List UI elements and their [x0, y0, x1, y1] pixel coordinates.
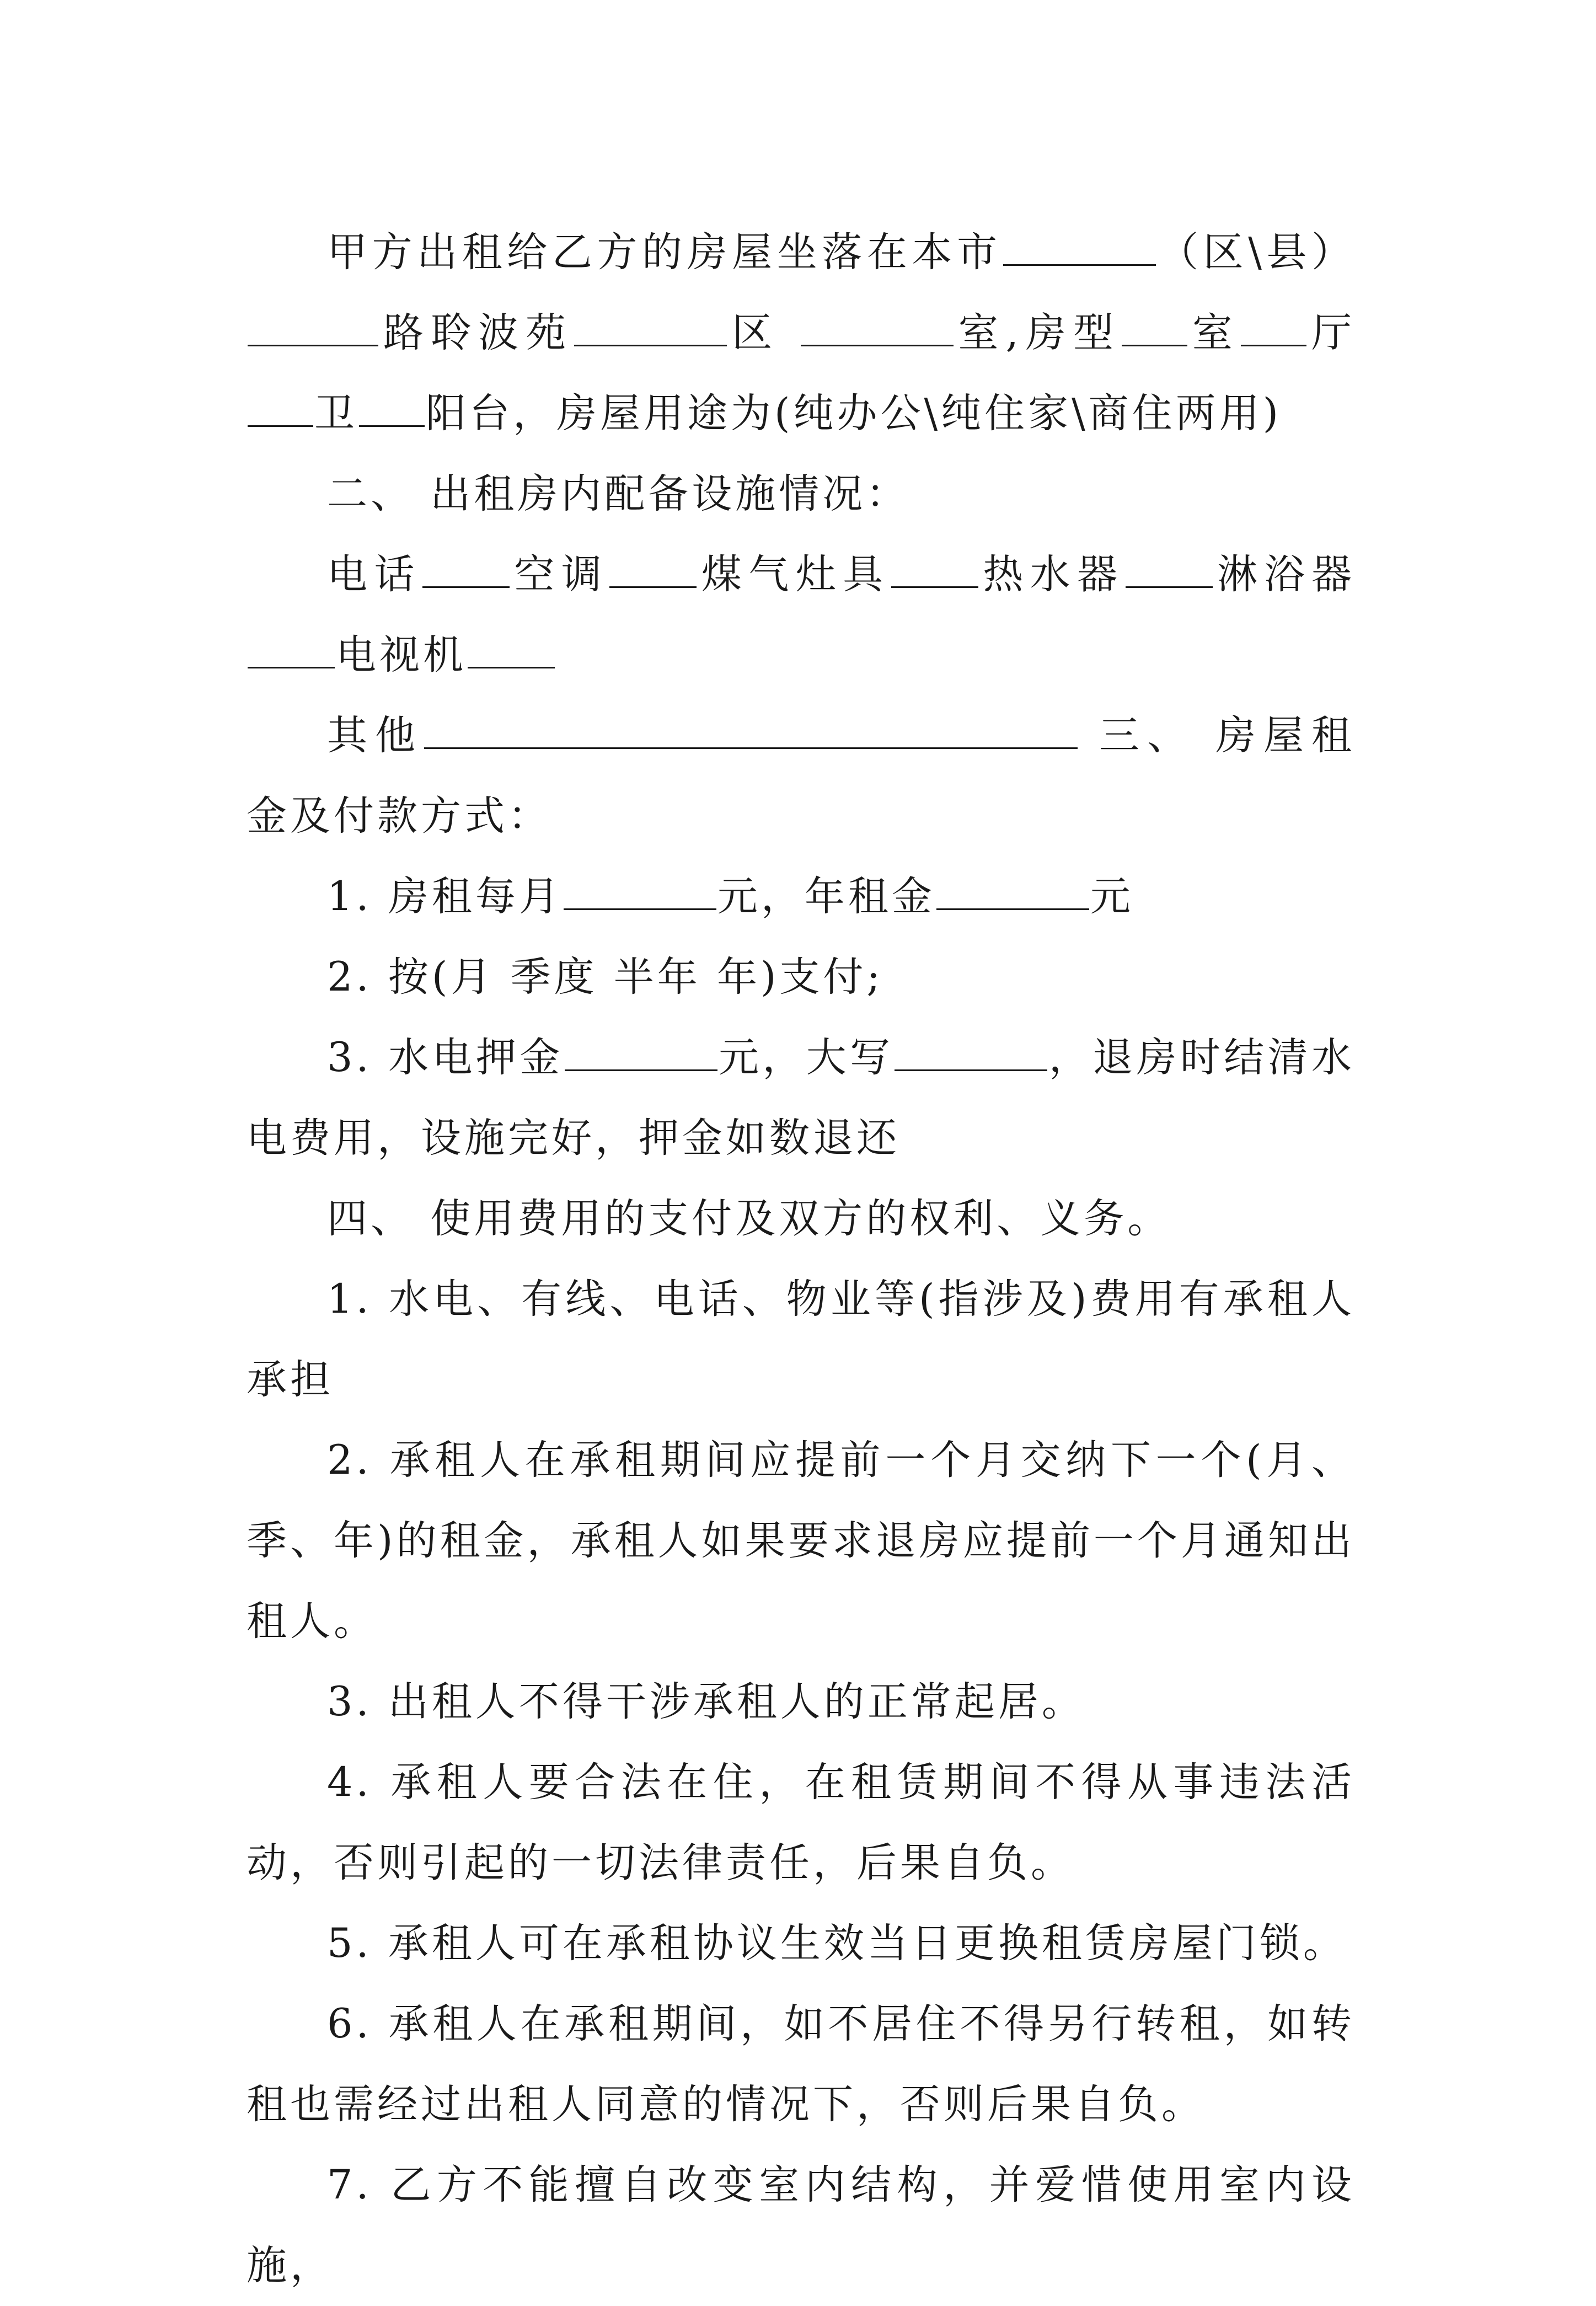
fill-in-blank[interactable] — [936, 864, 1089, 910]
paragraph-facilities — [247, 534, 1355, 695]
fill-in-blank[interactable] — [895, 1025, 1047, 1071]
text-segment: 5. 承租人可在承租协议生效当日更换租赁房屋门锁。 — [327, 1920, 1347, 1967]
fill-in-blank[interactable] — [248, 623, 335, 668]
fill-in-blank[interactable] — [1122, 301, 1187, 346]
fill-in-blank[interactable] — [424, 703, 1078, 749]
text-segment: 热水器 — [979, 551, 1124, 598]
fill-in-blank[interactable] — [248, 381, 313, 427]
paragraph-section-2 — [247, 454, 1355, 534]
text-segment: 甲方出租给乙方的房屋坐落在本市 — [327, 229, 1002, 276]
fill-in-blank[interactable] — [1126, 542, 1213, 588]
paragraph-rent-1 — [247, 857, 1355, 937]
fill-in-blank[interactable] — [1003, 220, 1156, 266]
paragraph-duty-6 — [247, 1984, 1355, 2145]
text-segment: 厅 — [1307, 309, 1356, 356]
fill-in-blank[interactable] — [468, 623, 555, 668]
paragraph-duty-5 — [247, 1903, 1355, 1984]
text-segment: 路聆波苑 — [379, 309, 574, 356]
text-segment: 7. 乙方不能擅自改变室内结构，并爱惜使用室内设施， — [247, 2161, 1355, 2289]
text-segment: 其他 — [327, 712, 423, 759]
fill-in-blank[interactable] — [801, 301, 954, 346]
text-segment: ，退房时结清水电费用，设施完好，押金如数退还 — [247, 1034, 1356, 1162]
text-segment: 2. 承租人在承租期间应提前一个月交纳下一个(月、季、年)的租金，承租人如果要求退房应提前一个月通知出租人。 — [247, 1437, 1355, 1645]
text-segment: 室,房型 — [954, 309, 1121, 356]
text-segment: 电视机 — [336, 632, 467, 678]
text-segment: 4. 承租人要合法在住，在租赁期间不得从事违法活动，否则引起的一切法律责任，后果自负。 — [247, 1759, 1355, 1886]
text-segment: 元，大写 — [718, 1034, 894, 1081]
paragraph-other — [247, 695, 1355, 857]
text-segment: 淋浴器 — [1213, 551, 1356, 598]
text-segment: 三、 房屋租金及付款方式： — [247, 712, 1355, 839]
fill-in-blank[interactable] — [564, 864, 716, 910]
paragraph-duty-2 — [247, 1420, 1355, 1662]
paragraph-duty-4 — [247, 1742, 1355, 1903]
text-segment: 3. 出租人不得干涉承租人的正常起居。 — [327, 1678, 1085, 1725]
text-segment: 3. 水电押金 — [327, 1034, 564, 1081]
fill-in-blank[interactable] — [1241, 301, 1306, 346]
text-segment: 四、 使用费用的支付及双方的权利、义务。 — [327, 1195, 1171, 1242]
paragraph-duty-1 — [247, 1259, 1355, 1420]
paragraph-rent-3 — [247, 1018, 1355, 1179]
text-segment: 区 — [728, 309, 800, 356]
paragraph-section-4 — [247, 1179, 1355, 1259]
text-segment: 1. 水电、有线、电话、物业等(指涉及)费用有承租人承担 — [247, 1276, 1355, 1403]
fill-in-blank[interactable] — [609, 542, 697, 588]
text-segment: 2. 按(月 季度 半年 年)支付; — [327, 954, 884, 1000]
text-segment: 空调 — [510, 551, 609, 598]
text-segment: 卫 — [314, 390, 358, 437]
fill-in-blank[interactable] — [422, 542, 510, 588]
paragraph-location — [247, 212, 1355, 454]
fill-in-blank[interactable] — [565, 1025, 717, 1071]
paragraph-duty-7 — [247, 2145, 1355, 2306]
text-segment: 电话 — [327, 551, 421, 598]
fill-in-blank[interactable] — [574, 301, 727, 346]
document-body — [247, 212, 1355, 2306]
fill-in-blank[interactable] — [891, 542, 978, 588]
text-segment: （区\县） — [1156, 229, 1355, 276]
fill-in-blank[interactable] — [359, 381, 425, 427]
paragraph-duty-3 — [247, 1662, 1355, 1742]
text-segment: 元，年租金 — [717, 873, 935, 920]
text-segment: 阳台，房屋用途为(纯办公\纯住家\商住两用) — [426, 390, 1282, 437]
fill-in-blank[interactable] — [248, 301, 378, 346]
text-segment: 煤气灶具 — [698, 551, 890, 598]
text-segment: 6. 承租人在承租期间，如不居住不得另行转租，如转租也需经过出租人同意的情况下，否则后果自负。 — [247, 2000, 1355, 2128]
text-segment: 室 — [1188, 309, 1240, 356]
text-segment: 二、 出租房内配备设施情况： — [327, 470, 910, 517]
text-segment: 1. 房租每月 — [327, 873, 563, 920]
text-segment: 元 — [1090, 873, 1134, 920]
paragraph-rent-2 — [247, 937, 1355, 1018]
